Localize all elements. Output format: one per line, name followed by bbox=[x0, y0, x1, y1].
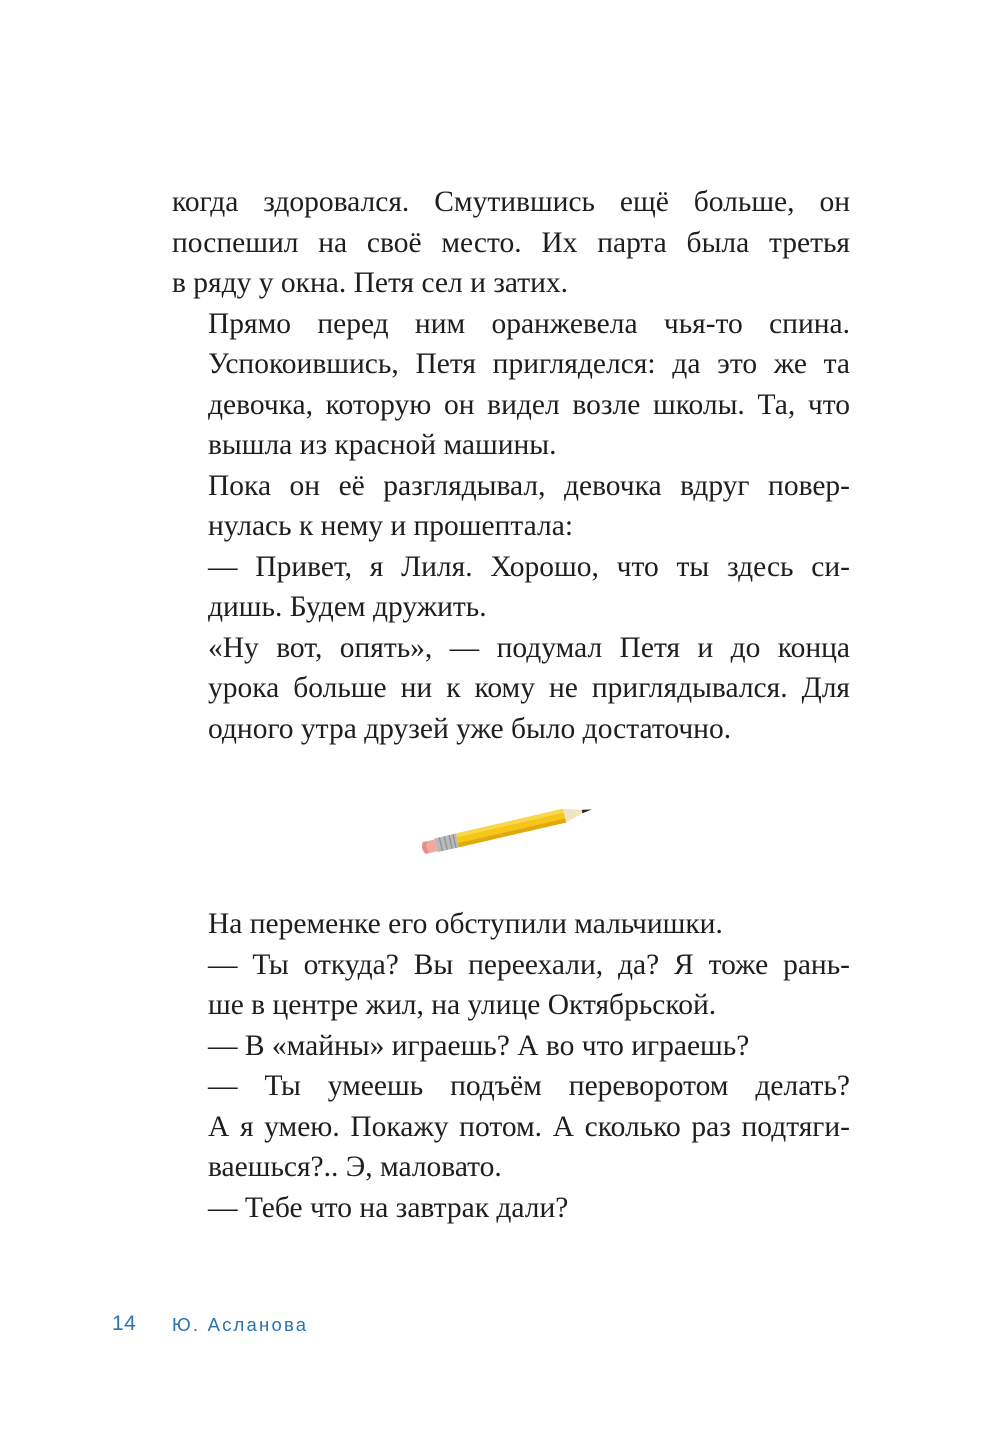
text-line: в ряду у окна. Петя сел и затих. bbox=[172, 267, 569, 299]
paragraph bbox=[172, 1188, 850, 1229]
text-block-bottom bbox=[172, 904, 850, 1228]
paragraph bbox=[172, 182, 850, 304]
page-number: 14 bbox=[112, 1312, 137, 1335]
text-line: — Привет, я Лиля. Хорошо, что ты здесь си- bbox=[208, 550, 850, 583]
text-line: вышла из красной машины. bbox=[208, 429, 557, 461]
text-block-top bbox=[172, 182, 850, 749]
text-line: ваешься?.. Э, маловато. bbox=[208, 1151, 502, 1183]
text-line: ше в центре жил, на улице Октябрьской. bbox=[208, 989, 717, 1021]
text-line: «Ну вот, опять», — подумал Петя и до конца bbox=[208, 631, 850, 664]
text-line: — Ты откуда? Вы переехали, да? Я тоже рань- bbox=[208, 948, 850, 981]
text-line: — Тебе что на завтрак дали? bbox=[208, 1191, 569, 1224]
paragraph bbox=[172, 466, 850, 547]
paragraph bbox=[172, 904, 850, 945]
paragraph bbox=[172, 547, 850, 628]
text-line: девочка, которую он видел возле школы. Та, что bbox=[208, 388, 850, 421]
text-line: Пока он её разглядывал, девочка вдруг повер- bbox=[208, 469, 850, 502]
author-name: Ю. Асланова bbox=[172, 1314, 309, 1335]
text-line: — Ты умеешь подъём переворотом делать? bbox=[208, 1070, 850, 1102]
text-line: одного утра друзей уже было достаточно. bbox=[208, 712, 732, 745]
text-line: — В «майны» играешь? А во что играешь? bbox=[208, 1029, 750, 1062]
paragraph bbox=[172, 628, 850, 750]
text-line: дишь. Будем дружить. bbox=[208, 591, 487, 623]
text-line: Прямо перед ним оранжевела чья-то спина. bbox=[208, 307, 850, 340]
paragraph bbox=[172, 1066, 850, 1188]
text-line: На переменке его обступили мальчишки. bbox=[208, 908, 723, 940]
text-line: А я умею. Покажу потом. А сколько раз подтяги- bbox=[208, 1110, 850, 1143]
text-line: урока больше ни к кому не приглядывался. Для bbox=[208, 672, 850, 704]
pencil-icon bbox=[418, 800, 604, 856]
paragraph bbox=[172, 304, 850, 466]
paragraph bbox=[172, 945, 850, 1026]
paragraph bbox=[172, 1026, 850, 1067]
text-line: Успокоившись, Петя пригляделся: да это же та bbox=[208, 348, 850, 380]
text-line: поспешил на своё место. Их парта была третья bbox=[172, 226, 850, 259]
text-line: нулась к нему и прошептала: bbox=[208, 510, 574, 542]
text-line: когда здоровался. Смутившись ещё больше, он bbox=[172, 186, 850, 218]
